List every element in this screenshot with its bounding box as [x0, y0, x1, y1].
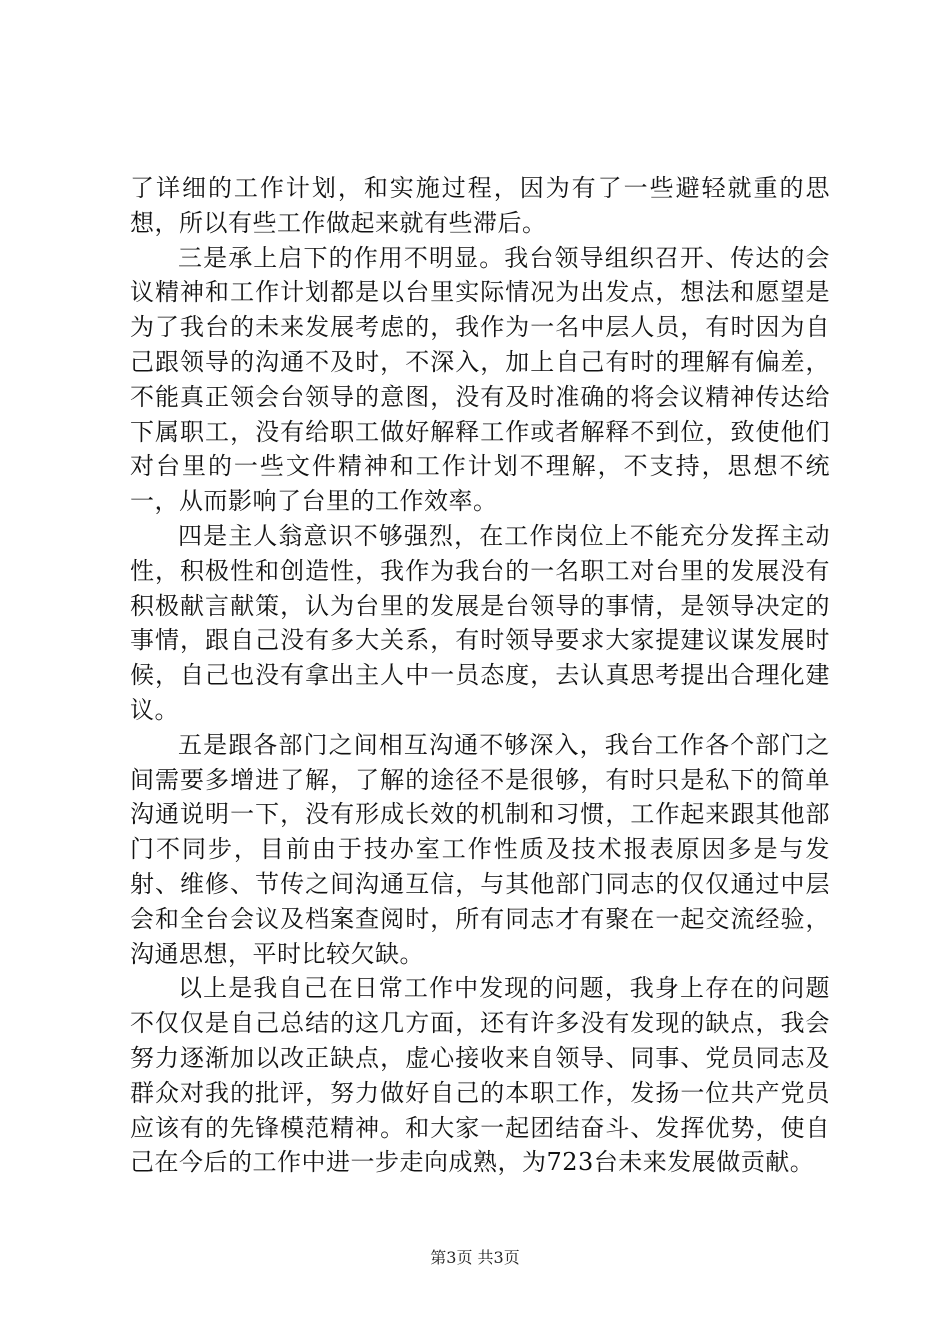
paragraph-point-five: 五是跟各部门之间相互沟通不够深入，我台工作各个部门之间需要多增进了解，了解的途径不是很够，有时只是私下的简单沟通说明一下，没有形成长效的机制和习惯，工作起来跟其他部门不同步，目前由于技办室工作性质及技术报表原因多是与发射、维修、节传之间沟通互信，与其他部门同志的仅仅通过中层会和全台会议及档案查阅时，所有同志才有聚在一起交流经验，沟通思想，平时比较欠缺。 [130, 730, 830, 968]
paragraph-point-three: 三是承上启下的作用不明显。我台领导组织召开、传达的会议精神和工作计划都是以台里实际情况为出发点，想法和愿望是为了我台的未来发展考虑的，我作为一名中层人员，有时因为自己跟领导的沟通不及时，不深入，加上自己有时的理解有偏差，不能真正领会台领导的意图，没有及时准确的将会议精神传达给下属职工，没有给职工做好解释工作或者解释不到位，致使他们对台里的一些文件精神和工作计划不理解，不支持，思想不统一，从而影响了台里的工作效率。 [130, 243, 830, 516]
paragraph-point-four: 四是主人翁意识不够强烈，在工作岗位上不能充分发挥主动性，积极性和创造性，我作为我台的一名职工对台里的发展没有积极献言献策，认为台里的发展是台领导的事情，是领导决定的事情，跟自己没有多大关系，有时领导要求大家提建议谋发展时候，自己也没有拿出主人中一员态度，去认真思考提出合理化建议。 [130, 521, 830, 724]
paragraph-conclusion: 以上是我自己在日常工作中发现的问题，我身上存在的问题不仅仅是自己总结的这几方面，还有许多没有发现的缺点，我会努力逐渐加以改正缺点，虚心接收来自领导、同事、党员同志及群众对我的批评，努力做好自己的本职工作，发扬一位共产党员应该有的先锋模范精神。和大家一起团结奋斗、发挥优势，使自己在今后的工作中进一步走向成熟，为723台未来发展做贡献。 [130, 974, 830, 1177]
paragraph-continuation: 了详细的工作计划，和实施过程，因为有了一些避轻就重的思想，所以有些工作做起来就有些滞后。 [130, 174, 830, 237]
page-number-footer: 第3页 共3页 [430, 1248, 520, 1267]
document-body [130, 171, 830, 1180]
